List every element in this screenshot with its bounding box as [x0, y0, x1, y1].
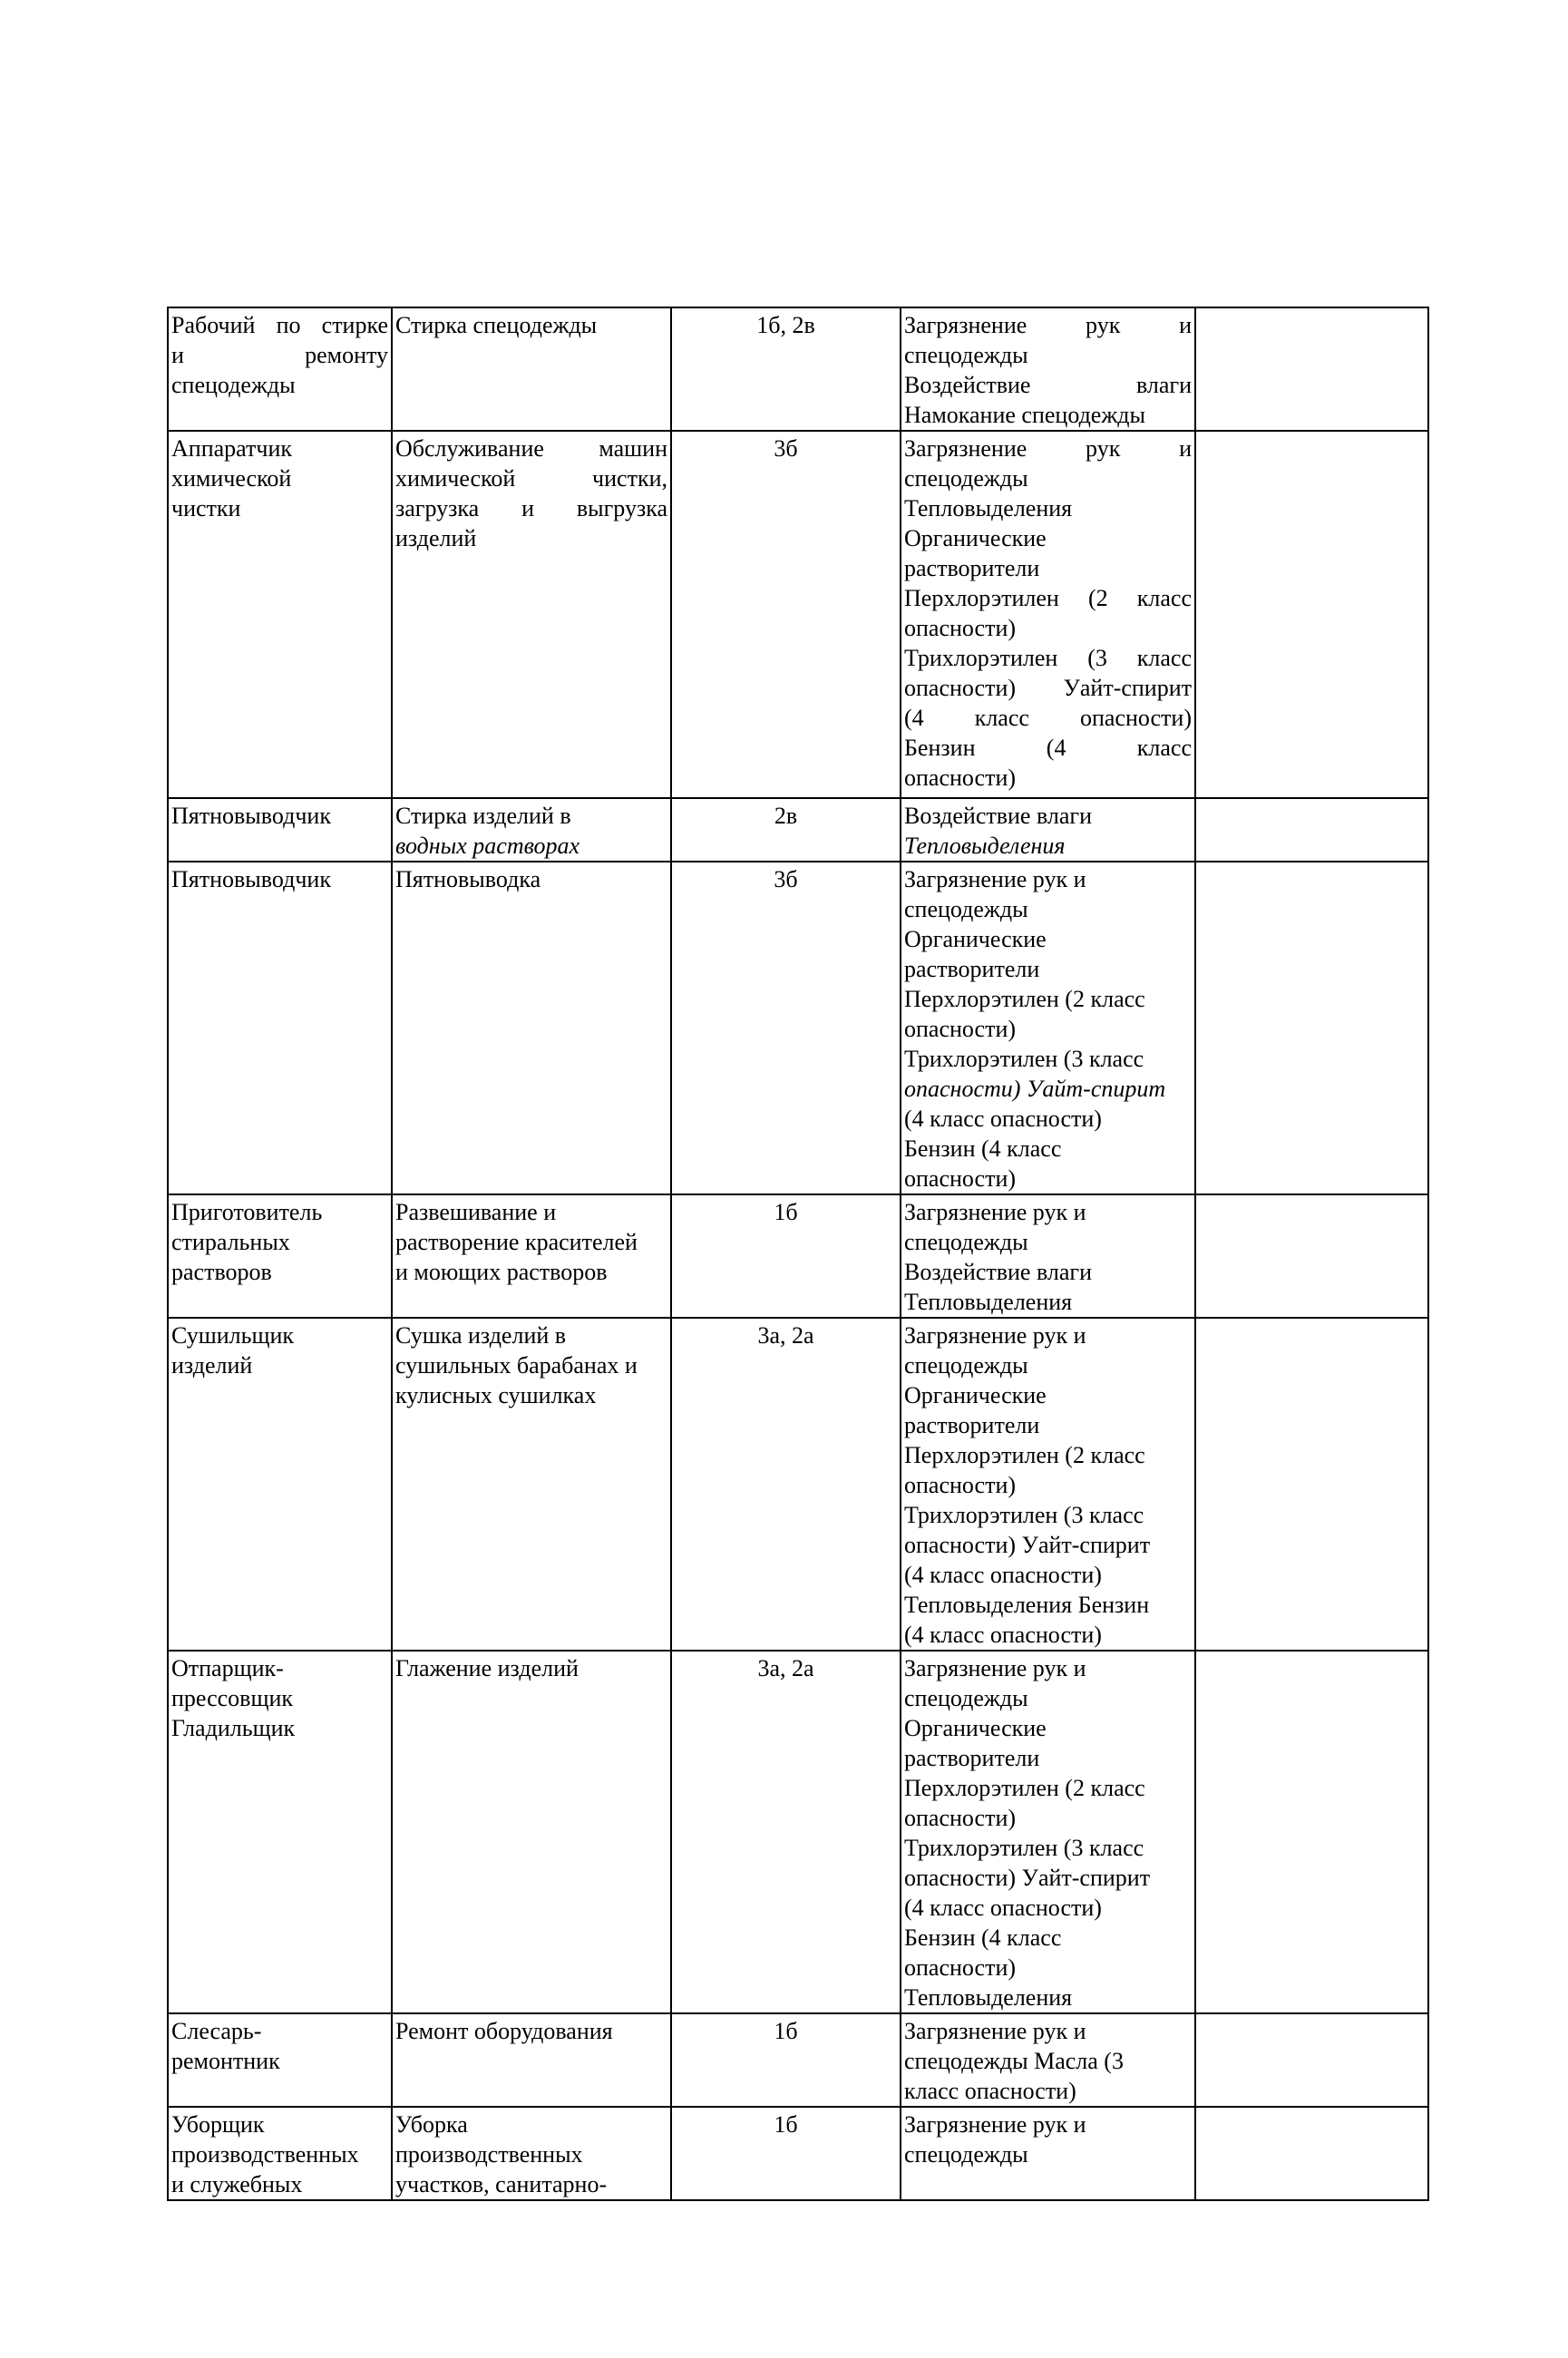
work-line: Глажение изделий	[395, 1655, 579, 1681]
profession-cell	[168, 862, 392, 1194]
work-line: Стирка спецодежды	[395, 312, 598, 338]
table-row	[168, 862, 1428, 1194]
factor-line: опасности)	[904, 615, 1017, 641]
profession-cell	[168, 798, 392, 862]
empty-cell	[1195, 862, 1428, 1194]
table-row	[168, 1194, 1428, 1318]
profession-line: и служебных	[171, 2171, 303, 2197]
empty-cell	[1195, 2107, 1428, 2200]
profession-cell	[168, 2013, 392, 2107]
profession-line: Приготовитель	[171, 1199, 323, 1225]
factor-line: Загрязнение рук и	[904, 312, 1192, 338]
empty-cell	[1195, 1318, 1428, 1651]
factor-line: опасности)	[904, 765, 1017, 791]
factor-line: спецодежды	[904, 342, 1028, 368]
factors-cell	[901, 2013, 1195, 2107]
profession-cell	[168, 307, 392, 431]
group-cell: 3б	[671, 862, 901, 1194]
work-line: загрузка и выгрузка	[395, 495, 667, 521]
profession-line: Аппаратчик	[171, 435, 292, 462]
work-cell	[392, 307, 671, 431]
factor-line: растворители	[904, 1412, 1040, 1438]
empty-cell	[1195, 431, 1428, 798]
factor-line: Тепловыделения	[904, 833, 1066, 859]
work-cell	[392, 431, 671, 798]
factors-cell	[901, 862, 1195, 1194]
factor-line: опасности)	[904, 1016, 1017, 1042]
profession-line: спецодежды	[171, 372, 296, 398]
work-cell	[392, 2107, 671, 2200]
factor-line: опасности)	[904, 1805, 1017, 1831]
work-line: химической чистки,	[395, 465, 667, 492]
profession-line: химической	[171, 465, 292, 492]
factor-line: Воздействие влаги	[904, 1259, 1092, 1285]
work-line: водных растворах	[395, 833, 580, 859]
factor-line: спецодежды Масла (3	[904, 2048, 1124, 2074]
profession-line: прессовщик	[171, 1685, 294, 1711]
profession-line: Пятновыводчик	[171, 866, 331, 892]
profession-line: чистки	[171, 495, 241, 521]
table-row	[168, 1318, 1428, 1651]
work-line: Уборка	[395, 2111, 468, 2138]
factor-line: Загрязнение рук и	[904, 2111, 1086, 2138]
profession-cell	[168, 431, 392, 798]
work-cell	[392, 1318, 671, 1651]
factor-line: Намокание спецодежды	[904, 402, 1146, 428]
profession-cell	[168, 1194, 392, 1318]
empty-cell	[1195, 798, 1428, 862]
work-line: Обслуживание машин	[395, 435, 667, 462]
factors-cell	[901, 1651, 1195, 2013]
factor-line: опасности)	[904, 1472, 1017, 1498]
profession-cell	[168, 1318, 392, 1651]
factor-line: Загрязнение рук и	[904, 435, 1192, 462]
occupational-hazards-table	[167, 307, 1429, 2201]
table-row	[168, 798, 1428, 862]
work-line: участков, санитарно-	[395, 2171, 608, 2197]
profession-line: Пятновыводчик	[171, 803, 331, 829]
factor-line: (4 класс опасности)	[904, 1562, 1102, 1588]
profession-line: изделий	[171, 1352, 253, 1379]
factor-line: Загрязнение рук и	[904, 2018, 1086, 2044]
factor-line: Органические	[904, 1715, 1047, 1741]
factor-line: спецодежды	[904, 896, 1028, 922]
work-line: производственных	[395, 2141, 583, 2168]
factor-line: Воздействие влаги	[904, 372, 1192, 398]
factor-line: Бензин (4 класс	[904, 1924, 1062, 1951]
work-line: и моющих растворов	[395, 1259, 608, 1285]
factors-cell	[901, 431, 1195, 798]
factor-line: Тепловыделения Бензин	[904, 1592, 1150, 1618]
group-cell: 3б	[671, 431, 901, 798]
factor-line: Загрязнение рук и	[904, 1322, 1086, 1349]
work-line: Стирка изделий в	[395, 803, 571, 829]
factor-line: Трихлорэтилен (3 класс	[904, 1835, 1144, 1861]
profession-line: Уборщик	[171, 2111, 265, 2138]
work-line: Развешивание и	[395, 1199, 557, 1225]
work-cell	[392, 862, 671, 1194]
table-row	[168, 2013, 1428, 2107]
factor-line: опасности) Уайт-спирит	[904, 1076, 1166, 1102]
profession-line: Отпарщик-	[171, 1655, 284, 1681]
factor-line: Перхлорэтилен (2 класс	[904, 1442, 1145, 1468]
factors-cell	[901, 1318, 1195, 1651]
profession-line: Гладильщик	[171, 1715, 296, 1741]
profession-line: ремонтник	[171, 2048, 280, 2074]
factor-line: Трихлорэтилен (3 класс	[904, 1502, 1144, 1528]
factor-line: (4 класс опасности)	[904, 1622, 1102, 1648]
factor-line: Органические	[904, 926, 1047, 952]
factor-line: Перхлорэтилен (2 класс	[904, 1775, 1145, 1801]
profession-cell	[168, 2107, 392, 2200]
factor-line: Тепловыделения	[904, 495, 1073, 521]
factor-line: опасности) Уайт-спирит	[904, 1865, 1151, 1891]
profession-line: производственных	[171, 2141, 359, 2168]
factor-line: Воздействие влаги	[904, 803, 1092, 829]
factor-line: спецодежды	[904, 1352, 1028, 1379]
group-cell: 1б, 2в	[671, 307, 901, 431]
profession-line: Сушильщик	[171, 1322, 295, 1349]
work-line: сушильных барабанах и	[395, 1352, 638, 1379]
factor-line: (4 класс опасности)	[904, 1895, 1102, 1921]
table-row	[168, 2107, 1428, 2200]
factor-line: Перхлорэтилен (2 класс	[904, 585, 1192, 611]
table-row	[168, 431, 1428, 798]
factor-line: Загрязнение рук и	[904, 866, 1086, 892]
factor-line: Тепловыделения	[904, 1984, 1073, 2011]
profession-cell	[168, 1651, 392, 2013]
factor-line: спецодежды	[904, 1685, 1028, 1711]
profession-line: и ремонту	[171, 342, 388, 368]
factor-line: опасности)	[904, 1954, 1017, 1981]
group-cell: 3а, 2а	[671, 1318, 901, 1651]
factor-line: Загрязнение рук и	[904, 1199, 1086, 1225]
group-cell: 1б	[671, 1194, 901, 1318]
factor-line: класс опасности)	[904, 2078, 1076, 2104]
factor-line: опасности) Уайт-спирит	[904, 675, 1192, 701]
factors-cell	[901, 2107, 1195, 2200]
factors-cell	[901, 307, 1195, 431]
factor-line: Органические	[904, 1382, 1047, 1408]
factor-line: опасности)	[904, 1165, 1017, 1192]
work-line: Пятновыводка	[395, 866, 541, 892]
empty-cell	[1195, 307, 1428, 431]
factor-line: Загрязнение рук и	[904, 1655, 1086, 1681]
factors-cell	[901, 798, 1195, 862]
work-line: Ремонт оборудования	[395, 2018, 613, 2044]
table-row	[168, 1651, 1428, 2013]
empty-cell	[1195, 1194, 1428, 1318]
factor-line: спецодежды	[904, 2141, 1028, 2168]
factor-line: Перхлорэтилен (2 класс	[904, 986, 1145, 1012]
table-row	[168, 307, 1428, 431]
factor-line: растворители	[904, 956, 1040, 982]
factor-line: растворители	[904, 1745, 1040, 1771]
factor-line: Органические	[904, 525, 1047, 551]
profession-line: стиральных	[171, 1229, 290, 1255]
factor-line: спецодежды	[904, 465, 1028, 492]
factor-line: опасности) Уайт-спирит	[904, 1532, 1151, 1558]
work-line: кулисных сушилках	[395, 1382, 597, 1408]
group-cell: 3а, 2а	[671, 1651, 901, 2013]
profession-line: Рабочий по стирке	[171, 312, 388, 338]
factor-line: Бензин (4 класс	[904, 735, 1192, 761]
empty-cell	[1195, 2013, 1428, 2107]
work-line: растворение красителей	[395, 1229, 638, 1255]
factors-cell	[901, 1194, 1195, 1318]
work-line: изделий	[395, 525, 477, 551]
work-cell	[392, 1194, 671, 1318]
factor-line: (4 класс опасности)	[904, 1106, 1102, 1132]
group-cell: 1б	[671, 2013, 901, 2107]
empty-cell	[1195, 1651, 1428, 2013]
factor-line: спецодежды	[904, 1229, 1028, 1255]
profession-line: растворов	[171, 1259, 272, 1285]
work-cell	[392, 1651, 671, 2013]
factor-line: Бензин (4 класс	[904, 1135, 1062, 1162]
factor-line: Трихлорэтилен (3 класс	[904, 1046, 1144, 1072]
factor-line: растворители	[904, 555, 1040, 581]
work-cell	[392, 2013, 671, 2107]
work-line: Сушка изделий в	[395, 1322, 567, 1349]
factor-line: Трихлорэтилен (3 класс	[904, 645, 1192, 671]
factor-line: Тепловыделения	[904, 1289, 1073, 1315]
work-cell	[392, 798, 671, 862]
group-cell: 1б	[671, 2107, 901, 2200]
group-cell: 2в	[671, 798, 901, 862]
profession-line: Слесарь-	[171, 2018, 262, 2044]
factor-line: (4 класс опасности)	[904, 705, 1192, 731]
